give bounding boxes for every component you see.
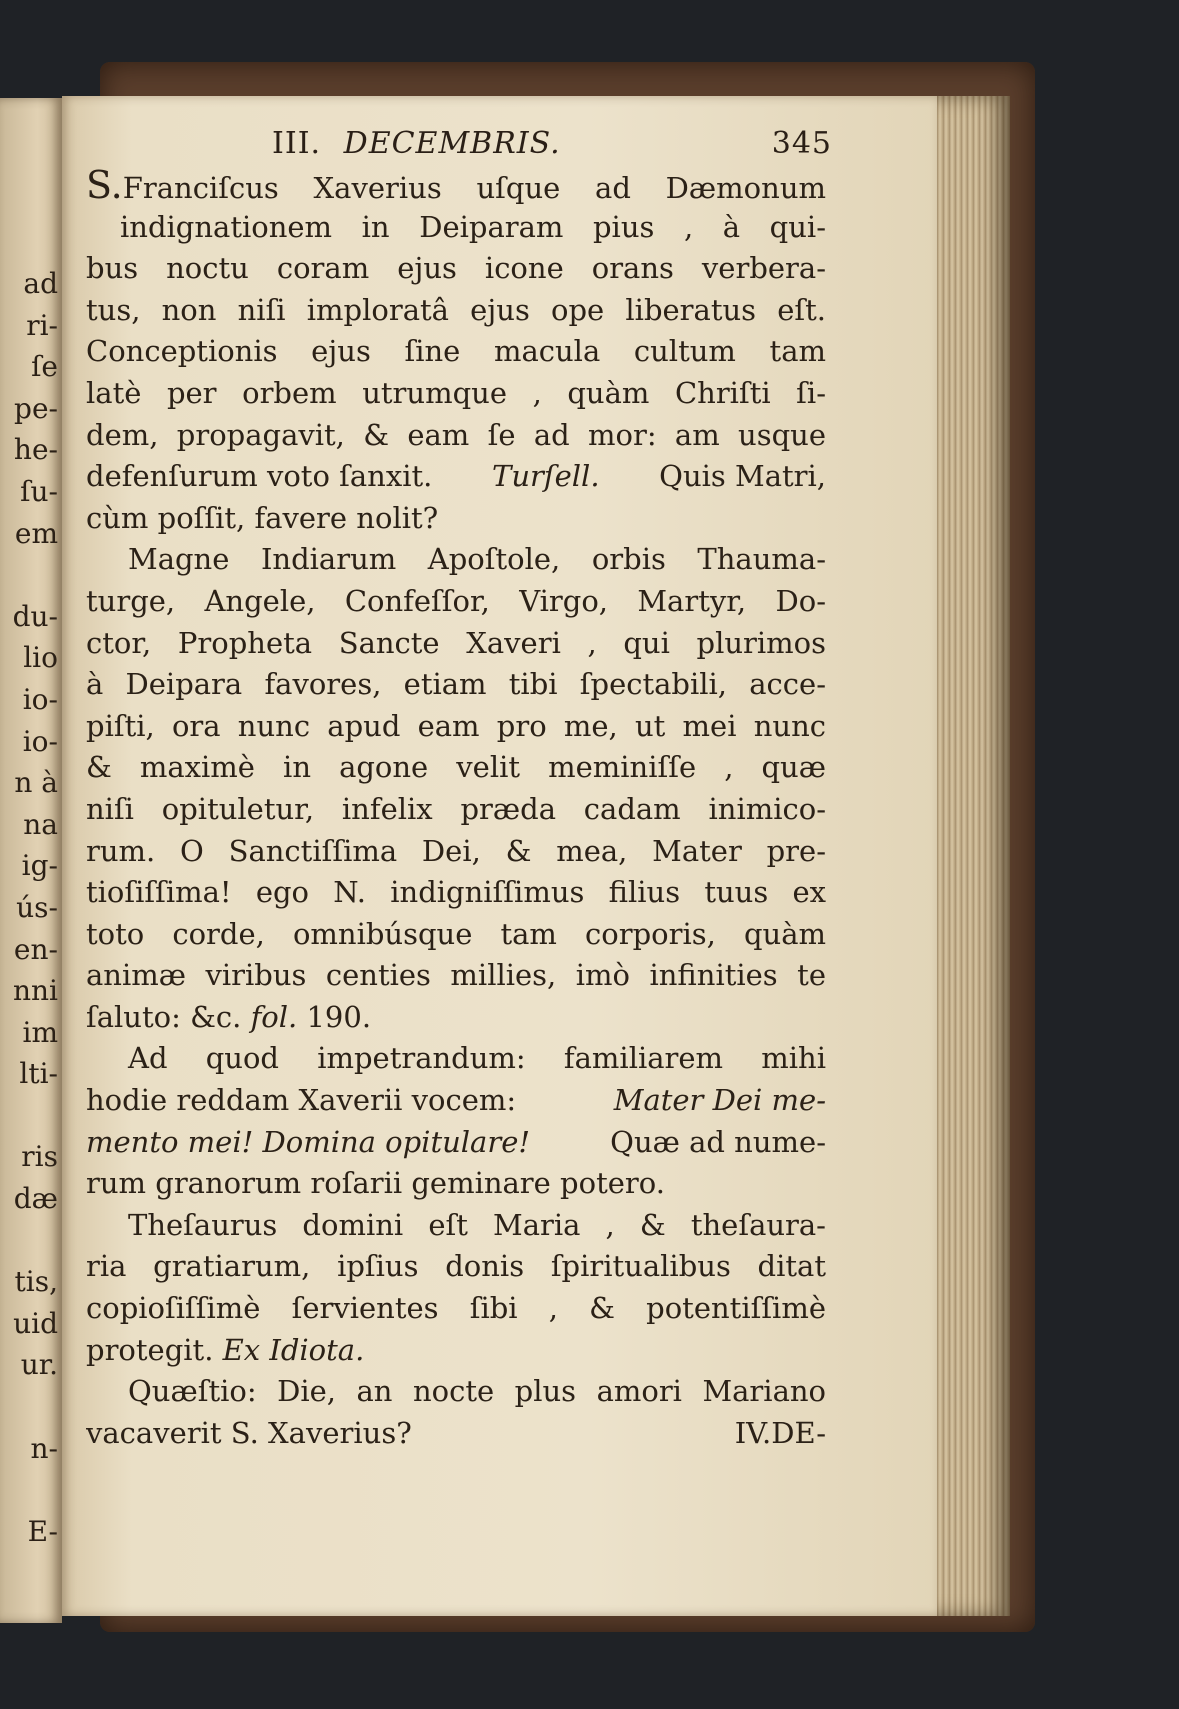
text-line: bus noctu coram ejus icone orans verbera-: [86, 251, 826, 286]
left-page-fragment: lio: [23, 641, 58, 675]
text-line: Ad quod impetrandum: familiarem mihi: [128, 1041, 826, 1076]
text-line: rum granorum roſarii geminare potero.: [86, 1166, 665, 1201]
text-line: niſi opituletur, infelix præda cadam inimico-: [86, 791, 826, 826]
text-line: ctor, Propheta Sancte Xaveri , qui plurimos: [86, 625, 826, 660]
quote: mento mei! Domina opitulare!: [86, 1124, 531, 1159]
text-line: cùm poſſit, favere nolit?: [86, 500, 439, 535]
left-page-fragment: n-: [30, 1431, 58, 1465]
left-page-fragment: ſe: [31, 350, 58, 384]
left-page-fragment: dæ: [13, 1182, 58, 1216]
left-page-fragment: he-: [13, 433, 58, 467]
text-line: Conceptionis ejus ſine macula cultum tam: [86, 334, 826, 369]
text-line: dem, propagavit, & eam ſe ad mor: am usque: [86, 417, 826, 452]
left-page-fragment: n à: [14, 766, 58, 800]
left-page-fragment: uid: [13, 1306, 58, 1340]
left-page-fragment: em: [14, 516, 58, 550]
left-page-edge: [0, 98, 62, 1623]
text-line: copioſiſſimè ſervientes ſibi , & potentiſſimè: [86, 1291, 826, 1326]
left-page-fragment: ús-: [16, 890, 58, 924]
left-page-fragment: nni: [12, 974, 58, 1008]
left-page-fragment: [0, 554, 58, 596]
text-line: Magne Indiarum Apoſtole, orbis Thauma-: [128, 542, 826, 577]
text-line: toto corde, omnibúsque tam corporis, quàm: [86, 916, 826, 951]
left-page-fragment: ri-: [26, 308, 58, 342]
left-page-fragment: ur.: [20, 1348, 58, 1382]
text-line: animæ viribus centies millies, imò infinities te: [86, 958, 826, 993]
left-page-fragment: na: [23, 807, 58, 841]
catchword: IV.DE-: [734, 1415, 826, 1450]
text-line: defenſurum voto ſanxit. Turſell. Quis Matri,: [86, 456, 826, 498]
text-line: à Deipara favores, etiam tibi ſpectabili, acce-: [86, 667, 826, 702]
text-line: S.Franciſcus Xaverius uſque ad Dæmonum: [86, 165, 826, 207]
left-page-fragment: ig-: [21, 849, 58, 883]
header-title: DECEMBRIS.: [343, 126, 561, 161]
left-page-fragment: [0, 1469, 58, 1511]
text-line: latè per orbem utrumque , quàm Chriſti ſi-: [86, 375, 826, 410]
text-line: Theſaurus domini eſt Maria , & theſaura-: [128, 1207, 826, 1242]
text-line: ſaluto: &c. fol. 190.: [86, 999, 372, 1034]
text-line: ria gratiarum, ipſius donis ſpiritualibus ditat: [86, 1249, 826, 1284]
left-page-fragment: du-: [12, 599, 58, 633]
left-page-fragment: io-: [22, 682, 58, 716]
text-line: indignationem in Deiparam pius , à qui-: [120, 209, 826, 244]
text-line: mento mei! Domina opitulare! Quæ ad nume-: [86, 1122, 826, 1164]
left-page-fragment: ſu-: [20, 474, 58, 508]
text-line: Quæſtio: Die, an nocte plus amori Mariano: [128, 1374, 826, 1409]
page-text: [86, 165, 826, 1454]
left-page-fragment: im: [22, 1015, 58, 1049]
left-page-fragment: ad: [23, 267, 58, 300]
text-line: turge, Angele, Confeſſor, Virgo, Martyr, Do-: [86, 583, 826, 618]
text-line: rum. O Sanctiſſima Dei, & mea, Mater pre-: [86, 833, 826, 868]
drop-cap: S.: [86, 165, 123, 207]
left-page-fragment: [0, 1220, 58, 1262]
text-line: piſti, ora nunc apud eam pro me, ut mei nunc: [86, 708, 826, 743]
running-head: [272, 126, 832, 161]
left-page-fragment: io-: [22, 724, 58, 758]
folio-ref: fol.: [250, 999, 298, 1034]
left-page-fragment: E-: [27, 1514, 58, 1548]
text-line: hodie reddam Xaverii vocem: Mater Dei me-: [86, 1080, 826, 1122]
left-page-fragment: en-: [13, 932, 58, 966]
left-page-fragment: ris: [21, 1140, 58, 1174]
left-page-fragment: lti-: [19, 1057, 58, 1091]
left-page-fragment: [0, 1095, 58, 1137]
citation: Ex Idiota.: [222, 1332, 365, 1367]
left-page-fragment: tis,: [14, 1265, 58, 1299]
quote: Mater Dei me-: [613, 1083, 826, 1118]
page-number: 345: [771, 126, 832, 161]
citation: Turſell.: [491, 459, 600, 494]
text-line: vacaverit S. Xaverius? IV.DE-: [86, 1413, 826, 1455]
left-page-fragment: pe-: [14, 391, 58, 425]
text-line: protegit. Ex Idiota.: [86, 1332, 365, 1367]
left-page-fragment: [0, 1386, 58, 1428]
text-line: tioſiſſima! ego N. indigniſſimus filius tuus ex: [86, 875, 826, 910]
left-page-fragments: [0, 263, 58, 1552]
header-left: III.: [272, 126, 322, 161]
text-line: tus, non niſi imploratâ ejus ope liberatus eſt.: [86, 292, 826, 327]
text-line: & maximè in agone velit meminiſſe , quæ: [86, 750, 826, 785]
